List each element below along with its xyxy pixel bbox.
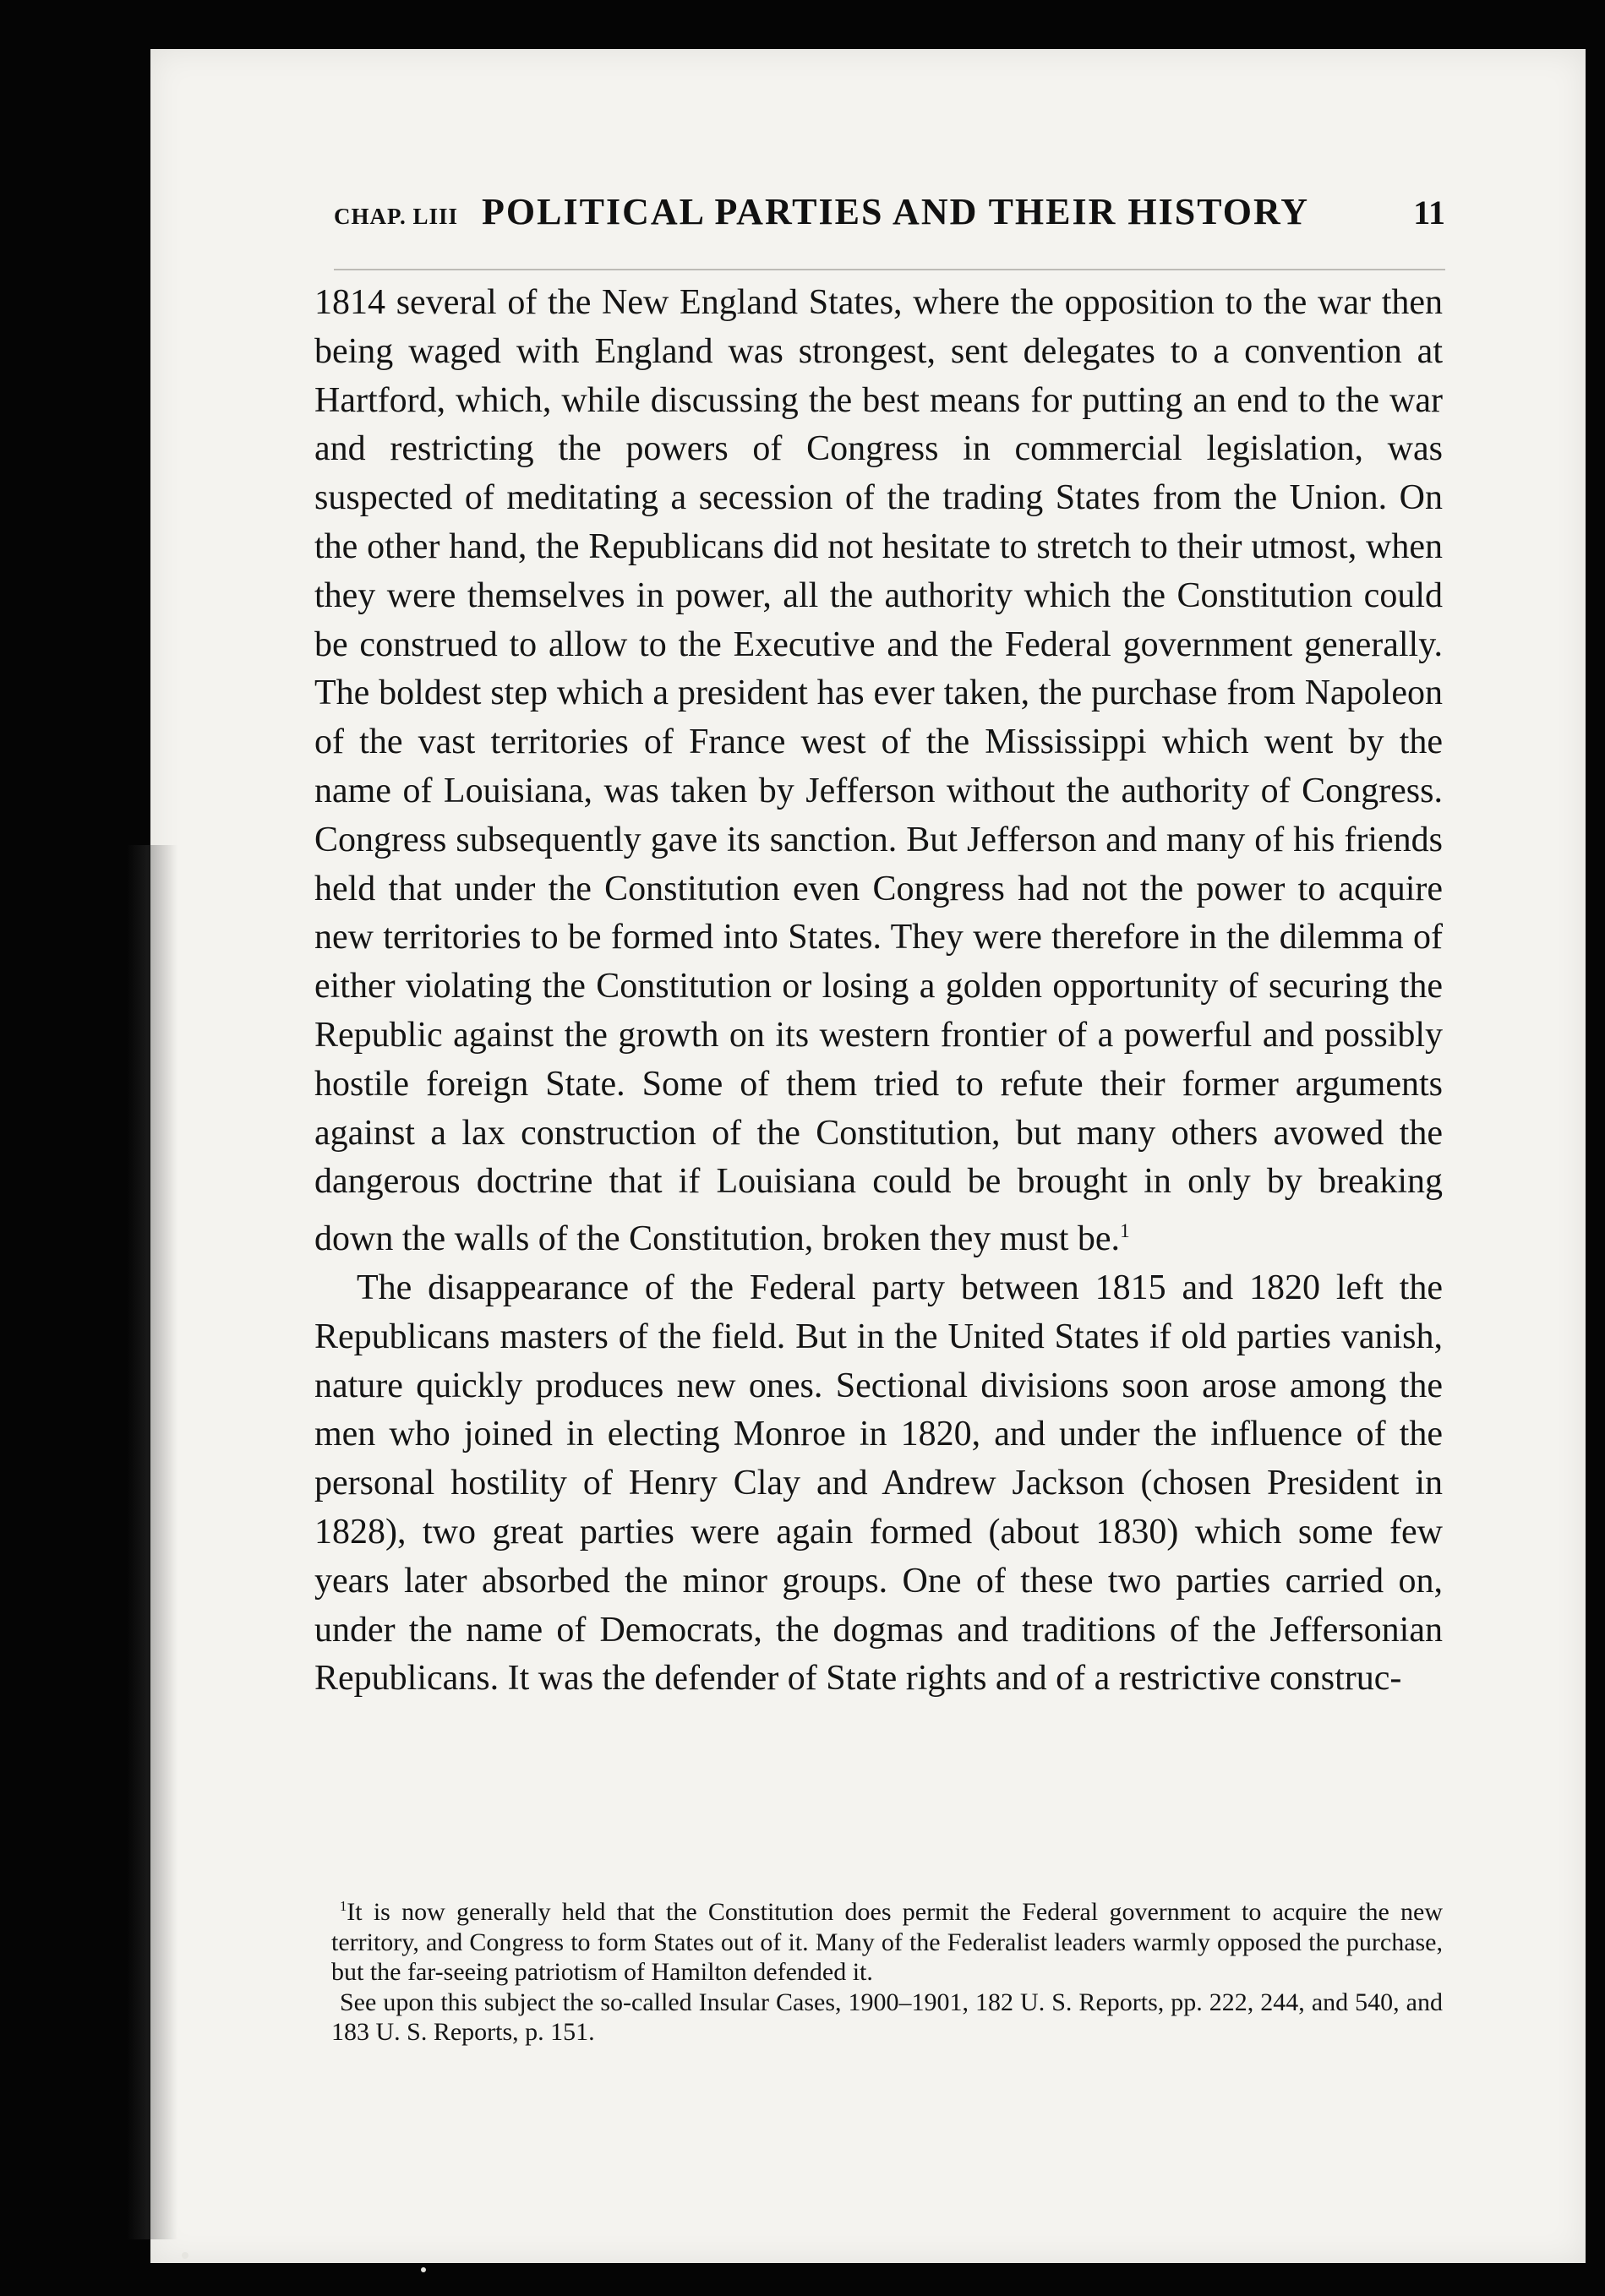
paragraph-1 — [314, 279, 1443, 1264]
chapter-label: CHAP. LIII — [334, 204, 459, 229]
footnote-2: See upon this subject the so-called Insular Cases, 1900–1901, 182 U. S. Reports, pp. 222, 244, and 540, and 183 U. S. Reports, p. 151. — [331, 1988, 1443, 2046]
footnote-1 — [331, 1891, 1443, 1988]
scan-speck — [421, 2267, 426, 2272]
page-number: 11 — [1413, 194, 1445, 232]
footnote-1-text: It is now generally held that the Constitution does permit the Federal government to acquire the new territory, and Congress to form States out of it. Many of the Federalist leaders warmly opposed the purchase, but the far-seeing patriotism of Hamilton defended it. — [331, 1898, 1443, 1986]
footnotes — [331, 1891, 1443, 2048]
header-rule — [334, 269, 1445, 270]
running-title: POLITICAL PARTIES AND THEIR HISTORY — [482, 191, 1309, 232]
running-header — [334, 190, 1445, 233]
footnote-marker: 1 — [340, 1898, 347, 1914]
paragraph-2: The disappearance of the Federal party between 1815 and 1820 left the Republicans masters of the field. But in the United States if old parties vanish, nature quickly produces new ones. Sectional divisions soon arose among the men who joined in electing Monroe in 1820, and under the influence of the personal hostility of Henry Clay and Andrew Jackson (chosen President in 1828), two great parties were again formed (about 1830) which some few years later absorbed the minor groups. One of these two parties carried on, under the name of Democrats, the dogmas and traditions of the Jeffersonian Republicans. It was the defender of State rights and of a restrictive construc- — [314, 1268, 1443, 1699]
main-text — [314, 279, 1443, 1704]
footnote-reference: 1 — [1120, 1219, 1130, 1242]
scan-speck — [182, 2252, 188, 2259]
paragraph-1-text: 1814 several of the New England States, where the opposition to the war then being waged with England was strongest, sent delegates to a convention at Hartford, which, while discussing the best means for putting an end to the war and restricting the powers of Congress in commercial legislation, was suspected of meditating a secession of the trading States from the Union. On the other hand, the Republicans did not hesitate to stretch to their utmost, when they were themselves in power, all the authority which the Constitution could be construed to allow to the Executive and the Federal government generally. The boldest step which a president has ever taken, the purchase from Napoleon of the vast territories of France west of the Mississippi which went by the name of Louisiana, was taken by Jefferson without the authority of Congress. Congress subsequently gave its sanction. But Jefferson and many of his friends held that under the Constitution even Congress had not the power to acquire new territories to be formed into States. They were therefore in the dilemma of either violating the Constitution or losing a golden opportunity of securing the Republic against the growth on its western frontier of a powerful and possibly hostile foreign State. Some of them tried to refute their former arguments against a lax construction of the Constitution, but many others avowed the dangerous doctrine that if Louisiana could be brought in only by breaking down the walls of the Constitution, broken they must be. — [314, 283, 1443, 1259]
binding-gutter-shadow — [127, 845, 177, 2239]
